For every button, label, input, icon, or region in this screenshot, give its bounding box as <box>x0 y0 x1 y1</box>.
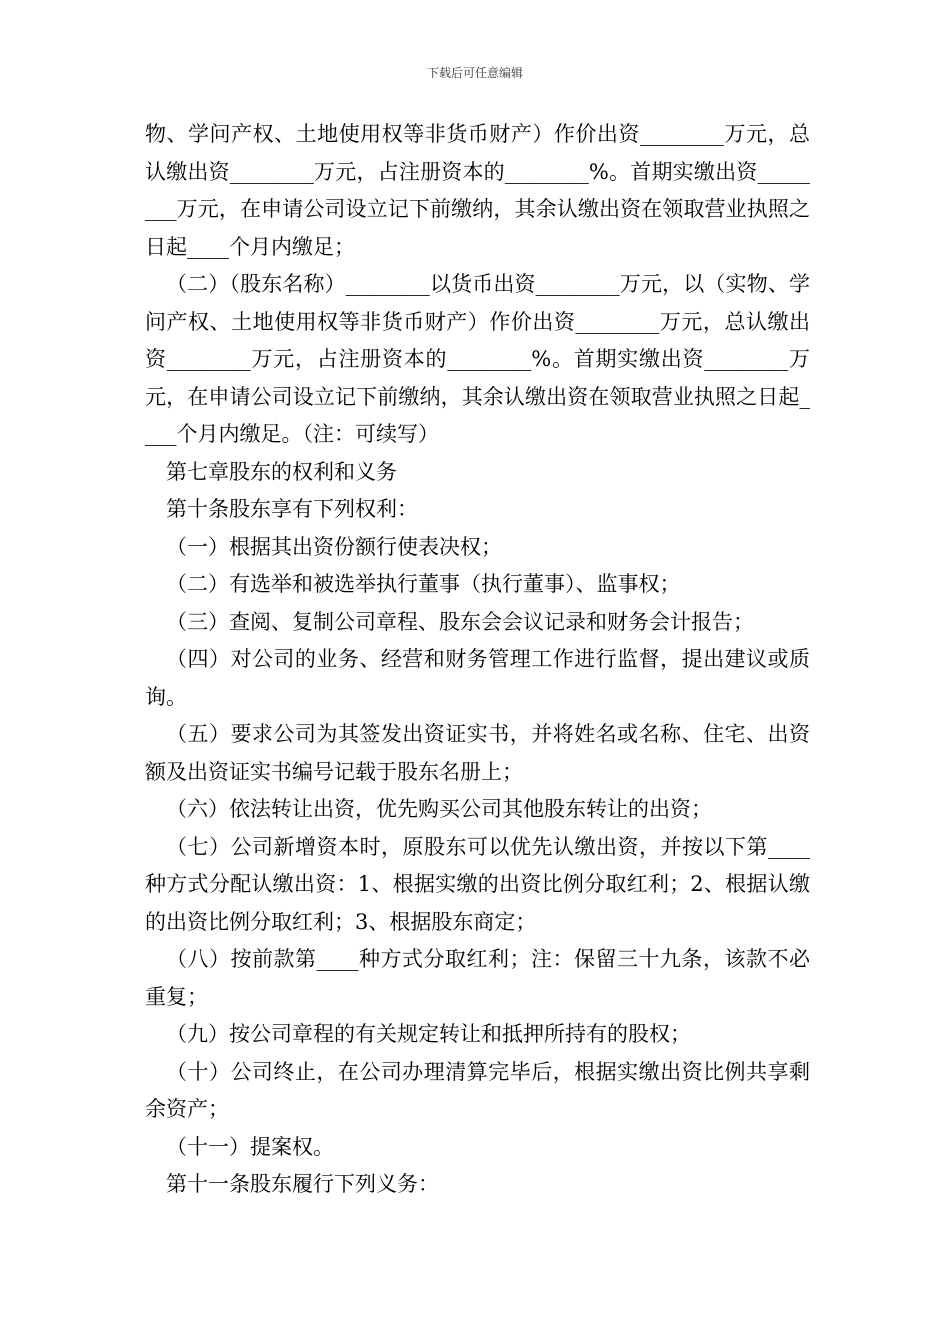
right-item-1: （一）根据其出资份额行使表决权； <box>166 534 502 559</box>
header-note: 下载后可任意编辑 <box>426 66 523 80</box>
right-item-2: （二）有选举和被选举执行董事（执行董事）、监事权； <box>166 572 681 596</box>
right-item-10: （十）公司终止，在公司办理清算完毕后，根据实缴出资比例共享剩余资产； <box>145 1059 810 1121</box>
right-item-4: （四）对公司的业务、经营和财务管理工作进行监督，提出建议或质询。 <box>145 647 810 709</box>
right-item-3: （三）查阅、复制公司章程、股东会会议记录和财务会计报告； <box>166 609 754 634</box>
article-eleven-heading: 第十一条股东履行下列义务： <box>166 1172 439 1196</box>
article-ten-heading: 第十条股东享有下列权利： <box>166 497 418 521</box>
right-item-6: （六）依法转让出资，优先购买公司其他股东转让的出资； <box>166 797 712 821</box>
chapter-heading: 第七章股东的权利和义务 <box>166 459 397 484</box>
right-item-5: （五）要求公司为其签发出资证实书，并将姓名或名称、住宅、出资额及出资证实书编号记载于股东名册上； <box>145 722 810 784</box>
right-item-11: （十一）提案权。 <box>166 1134 334 1159</box>
right-item-9: （九）按公司章程的有关规定转让和抵押所持有的股权； <box>166 1022 691 1046</box>
right-item-7: （七）公司新增资本时，原股东可以优先认缴出资，并按以下第____种方式分配认缴出资：1、根据实缴的出资比例分取红利；2、根据认缴的出资比例分取红利；3、根据股东商定； <box>145 834 810 934</box>
document-body <box>145 116 810 1204</box>
paragraph-capital-contribution-2: （二）（股东名称）________以货币出资________万元，以（实物、学问产权、土地使用权等非货币财产）作价出资________万元，总认缴出资________万元，占注册资本的________%。首期实缴出资________万元，在申请公司设立记下前缴纳，其余认缴出资在领取营业执照之日起____个月内缴足。（注：可续写） <box>145 272 810 446</box>
paragraph-capital-contribution-1: 物、学问产权、土地使用权等非货币财产）作价出资________万元，总认缴出资________万元，占注册资本的________%。首期实缴出资________万元，在申请公司设立记下前缴纳，其余认缴出资在领取营业执照之日起____个月内缴足； <box>145 122 810 259</box>
right-item-8: （八）按前款第____种方式分取红利；注：保留三十九条，该款不必重复； <box>145 947 810 1009</box>
